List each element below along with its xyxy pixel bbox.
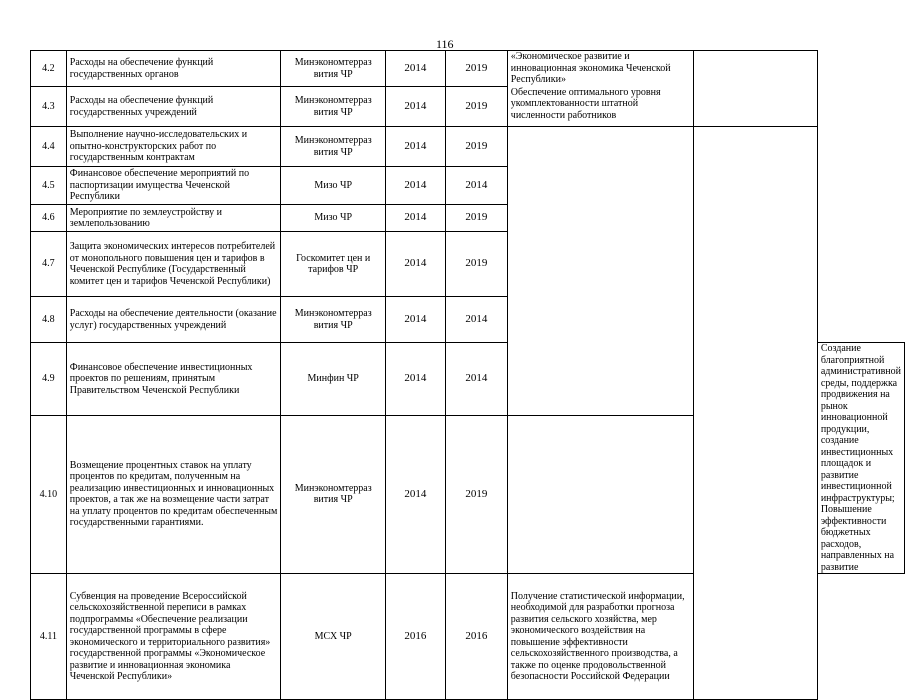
page-number: 116 [436, 37, 454, 51]
row-executor: Минэкономтерраз вития ЧР [281, 51, 385, 87]
row-start-year: 2014 [385, 87, 445, 127]
row-title: Финансовое обеспечение мероприятий по паспортизации имущества Чеченской Республики [66, 167, 281, 205]
row-number: 4.2 [31, 51, 67, 87]
row-executor: Мизо ЧР [281, 167, 385, 205]
row-result [507, 127, 693, 416]
row-executor: Госкомитет цен и тарифов ЧР [281, 232, 385, 297]
row-title: Возмещение процентных ставок на уплату процентов по кредитам, полученным на реализацию инвестиционных и инновационных проектов, а так же на возмещение части затрат на уплату процентов по кредитам обеспеченным государственными гарантиями. [66, 415, 281, 573]
row-number: 4.3 [31, 87, 67, 127]
row-end-year: 2016 [445, 574, 507, 700]
row-number: 4.9 [31, 343, 67, 416]
row-executor: Минэкономтерраз вития ЧР [281, 415, 385, 573]
row-end-year: 2014 [445, 343, 507, 416]
row-executor: Минэкономтерраз вития ЧР [281, 127, 385, 167]
row-executor: Минэкономтерраз вития ЧР [281, 87, 385, 127]
row-start-year: 2014 [385, 205, 445, 232]
row-executor: Минфин ЧР [281, 343, 385, 416]
row-start-year: 2014 [385, 232, 445, 297]
row-number: 4.11 [31, 574, 67, 700]
row-title: Расходы на обеспечение функций государственных органов [66, 51, 281, 87]
row-result: Получение статистической информации, необходимой для разработки прогноза развития сельского хозяйства, мер экономического воздействия на повышение эффективности сельскохозяйственного производства, а также по оценке продовольственной безопасности Российской Федерации [507, 574, 693, 700]
row-title: Защита экономических интересов потребителей от монопольного повышения цен и тарифов в Чеченской Республике (Государственный комитет цен и тарифов Чеченской Республики) [66, 232, 281, 297]
row-number: 4.6 [31, 205, 67, 232]
row-end-year: 2019 [445, 205, 507, 232]
row-result: «Экономическое развитие и инновационная экономика Чеченской Республики» [507, 51, 693, 87]
row-extra [693, 127, 817, 700]
row-number: 4.4 [31, 127, 67, 167]
row-end-year: 2014 [445, 167, 507, 205]
row-end-year: 2019 [445, 232, 507, 297]
row-title: Расходы на обеспечение функций государственных учреждений [66, 87, 281, 127]
program-table [30, 50, 905, 700]
row-title: Выполнение научно-исследовательских и опытно-конструкторских работ по государственным контрактам [66, 127, 281, 167]
row-end-year: 2019 [445, 87, 507, 127]
row-start-year: 2014 [385, 51, 445, 87]
row-title: Финансовое обеспечение инвестиционных проектов по решениям, принятым Правительством Чеченской Республики [66, 343, 281, 416]
row-extra [693, 51, 817, 127]
row-result: Обеспечение оптимального уровня укомплектованности штатной численности работников [507, 87, 693, 127]
row-start-year: 2014 [385, 415, 445, 573]
row-result: Создание благоприятной административной среды, поддержка продвижения на рынок инновационной продукции, создание инвестиционных площадок и развитие инвестиционной инфраструктуры; Повышение эффективности бюджетных расходов, направленных на развитие [817, 343, 904, 574]
row-start-year: 2014 [385, 127, 445, 167]
row-number: 4.7 [31, 232, 67, 297]
row-start-year: 2016 [385, 574, 445, 700]
table-row [31, 51, 905, 87]
row-start-year: 2014 [385, 343, 445, 416]
row-executor: Минэкономтерраз вития ЧР [281, 297, 385, 343]
row-start-year: 2014 [385, 167, 445, 205]
row-end-year: 2019 [445, 415, 507, 573]
row-title: Расходы на обеспечение деятельности (оказание услуг) государственных учреждений [66, 297, 281, 343]
row-executor: Мизо ЧР [281, 205, 385, 232]
table-row [31, 127, 905, 167]
row-executor: МСХ ЧР [281, 574, 385, 700]
row-title: Мероприятие по землеустройству и землепользованию [66, 205, 281, 232]
row-end-year: 2019 [445, 127, 507, 167]
row-number: 4.5 [31, 167, 67, 205]
row-number: 4.8 [31, 297, 67, 343]
row-start-year: 2014 [385, 297, 445, 343]
row-end-year: 2019 [445, 51, 507, 87]
row-number: 4.10 [31, 415, 67, 573]
row-title: Субвенция на проведение Всероссийской сельскохозяйственной переписи в рамках подпрограммы «Обеспечение реализации государственной программы в сфере экономического и территориального развития» государственной программы «Экономическое развитие и инновационная экономика Чеченской Республики» [66, 574, 281, 700]
row-end-year: 2014 [445, 297, 507, 343]
